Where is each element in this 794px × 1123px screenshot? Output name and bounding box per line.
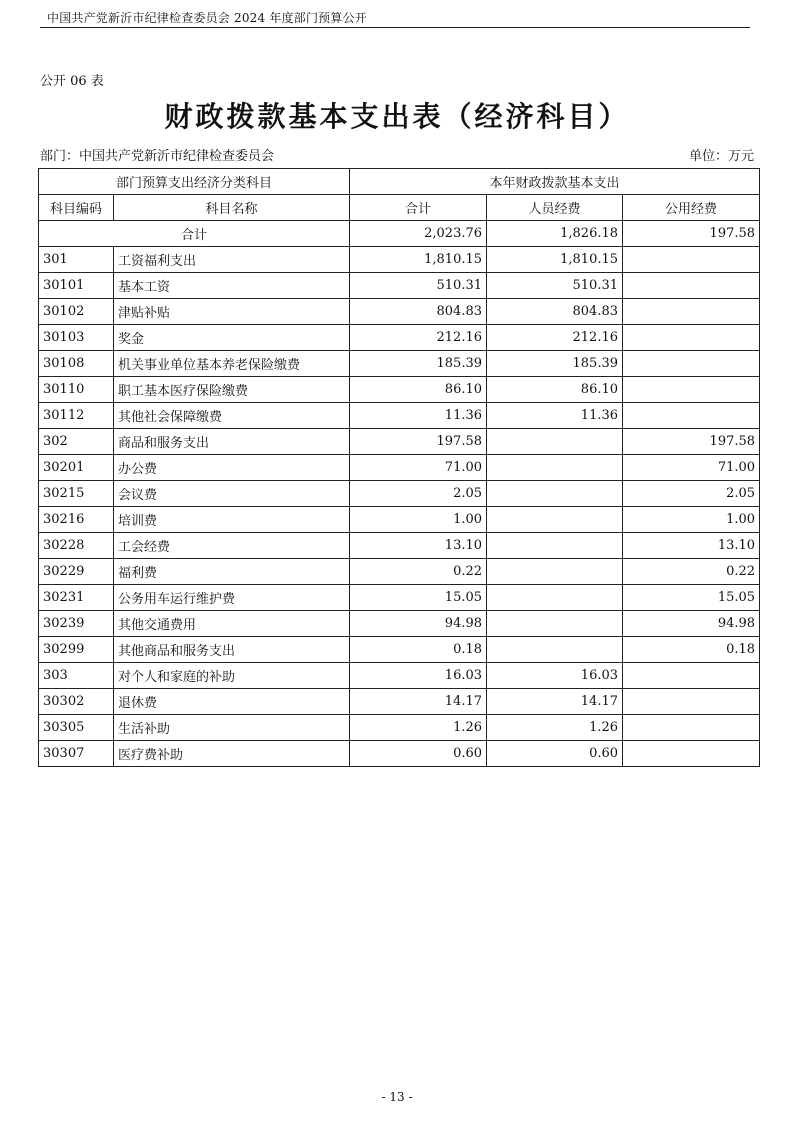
row-code: 301 (39, 247, 114, 273)
row-personnel (487, 533, 623, 559)
table-row (39, 377, 760, 403)
table-row (39, 611, 760, 637)
row-code: 30215 (39, 481, 114, 507)
row-personnel: 16.03 (487, 663, 623, 689)
budget-table-body (39, 169, 760, 767)
form-number: 公开 06 表 (40, 74, 104, 89)
row-total: 804.83 (350, 299, 487, 325)
row-public: 197.58 (623, 429, 760, 455)
row-total: 1.26 (350, 715, 487, 741)
row-personnel (487, 481, 623, 507)
col-header-total: 合计 (350, 195, 487, 221)
row-code: 30239 (39, 611, 114, 637)
row-code: 30102 (39, 299, 114, 325)
row-public: 13.10 (623, 533, 760, 559)
row-code: 302 (39, 429, 114, 455)
row-name: 工资福利支出 (114, 247, 350, 273)
row-total: 197.58 (350, 429, 487, 455)
row-personnel: 14.17 (487, 689, 623, 715)
row-code: 30231 (39, 585, 114, 611)
row-personnel: 212.16 (487, 325, 623, 351)
col-header-name: 科目名称 (114, 195, 350, 221)
row-code: 30216 (39, 507, 114, 533)
row-name: 机关事业单位基本养老保险缴费 (114, 351, 350, 377)
row-total: 510.31 (350, 273, 487, 299)
row-public (623, 299, 760, 325)
row-public (623, 715, 760, 741)
row-name: 公务用车运行维护费 (114, 585, 350, 611)
row-name: 其他商品和服务支出 (114, 637, 350, 663)
row-personnel: 1.26 (487, 715, 623, 741)
row-personnel: 185.39 (487, 351, 623, 377)
table-row (39, 403, 760, 429)
row-personnel (487, 637, 623, 663)
row-public: 15.05 (623, 585, 760, 611)
row-code: 30228 (39, 533, 114, 559)
row-public: 2.05 (623, 481, 760, 507)
running-header: 中国共产党新沂市纪律检查委员会 2024 年度部门预算公开 (47, 11, 367, 25)
page-title: 财政拨款基本支出表（经济科目） (164, 100, 630, 133)
page-number: - 13 - (381, 1090, 413, 1104)
row-total: 0.22 (350, 559, 487, 585)
table-row (39, 481, 760, 507)
row-public (623, 377, 760, 403)
row-name: 医疗费补助 (114, 741, 350, 767)
row-code: 30307 (39, 741, 114, 767)
row-public (623, 403, 760, 429)
row-code: 30110 (39, 377, 114, 403)
header-divider (40, 27, 750, 28)
table-row (39, 663, 760, 689)
row-name: 职工基本医疗保险缴费 (114, 377, 350, 403)
row-total: 0.18 (350, 637, 487, 663)
row-personnel: 0.60 (487, 741, 623, 767)
total-personnel: 1,826.18 (487, 221, 623, 247)
row-name: 培训费 (114, 507, 350, 533)
table-row (39, 533, 760, 559)
row-personnel (487, 611, 623, 637)
table-row (39, 429, 760, 455)
row-total: 0.60 (350, 741, 487, 767)
department-label: 部门：中国共产党新沂市纪律检查委员会 (40, 149, 275, 164)
total-amount: 2,023.76 (350, 221, 487, 247)
budget-table (38, 168, 760, 767)
row-name: 津贴补贴 (114, 299, 350, 325)
row-personnel: 11.36 (487, 403, 623, 429)
row-name: 奖金 (114, 325, 350, 351)
group-header-left: 部门预算支出经济分类科目 (39, 169, 350, 195)
row-personnel: 86.10 (487, 377, 623, 403)
row-name: 生活补助 (114, 715, 350, 741)
table-row (39, 741, 760, 767)
total-row (39, 221, 760, 247)
column-header-row (39, 195, 760, 221)
unit-label: 单位：万元 (688, 149, 754, 164)
row-name: 基本工资 (114, 273, 350, 299)
table-row (39, 585, 760, 611)
row-personnel (487, 455, 623, 481)
table-row (39, 507, 760, 533)
row-public: 0.22 (623, 559, 760, 585)
row-name: 其他交通费用 (114, 611, 350, 637)
row-total: 15.05 (350, 585, 487, 611)
row-total: 185.39 (350, 351, 487, 377)
row-total: 16.03 (350, 663, 487, 689)
table-row (39, 351, 760, 377)
row-name: 退休费 (114, 689, 350, 715)
row-public (623, 325, 760, 351)
group-header-right: 本年财政拨款基本支出 (350, 169, 760, 195)
row-personnel: 1,810.15 (487, 247, 623, 273)
row-total: 212.16 (350, 325, 487, 351)
row-personnel (487, 507, 623, 533)
row-code: 30302 (39, 689, 114, 715)
table-row (39, 299, 760, 325)
row-code: 30112 (39, 403, 114, 429)
row-total: 14.17 (350, 689, 487, 715)
row-total: 86.10 (350, 377, 487, 403)
table-row (39, 637, 760, 663)
group-header-row (39, 169, 760, 195)
row-total: 94.98 (350, 611, 487, 637)
row-public (623, 663, 760, 689)
row-public: 1.00 (623, 507, 760, 533)
row-public: 71.00 (623, 455, 760, 481)
row-total: 71.00 (350, 455, 487, 481)
row-public: 0.18 (623, 637, 760, 663)
row-name: 会议费 (114, 481, 350, 507)
row-code: 30101 (39, 273, 114, 299)
row-public (623, 689, 760, 715)
row-code: 30108 (39, 351, 114, 377)
row-personnel: 510.31 (487, 273, 623, 299)
row-total: 1.00 (350, 507, 487, 533)
table-row (39, 325, 760, 351)
row-code: 30299 (39, 637, 114, 663)
row-personnel: 804.83 (487, 299, 623, 325)
row-name: 对个人和家庭的补助 (114, 663, 350, 689)
table-row (39, 715, 760, 741)
row-total: 1,810.15 (350, 247, 487, 273)
row-total: 11.36 (350, 403, 487, 429)
row-personnel (487, 585, 623, 611)
row-personnel (487, 429, 623, 455)
row-public (623, 351, 760, 377)
col-header-personnel: 人员经费 (487, 195, 623, 221)
table-row (39, 273, 760, 299)
col-header-public: 公用经费 (623, 195, 760, 221)
row-code: 30305 (39, 715, 114, 741)
table-row (39, 455, 760, 481)
table-row (39, 689, 760, 715)
row-name: 商品和服务支出 (114, 429, 350, 455)
table-row (39, 247, 760, 273)
row-code: 30229 (39, 559, 114, 585)
row-name: 福利费 (114, 559, 350, 585)
row-name: 工会经费 (114, 533, 350, 559)
row-total: 2.05 (350, 481, 487, 507)
row-personnel (487, 559, 623, 585)
total-label: 合计 (39, 221, 350, 247)
total-public: 197.58 (623, 221, 760, 247)
row-code: 303 (39, 663, 114, 689)
table-row (39, 559, 760, 585)
row-total: 13.10 (350, 533, 487, 559)
col-header-code: 科目编码 (39, 195, 114, 221)
row-public (623, 247, 760, 273)
row-name: 其他社会保障缴费 (114, 403, 350, 429)
row-code: 30103 (39, 325, 114, 351)
row-public (623, 273, 760, 299)
row-code: 30201 (39, 455, 114, 481)
row-public (623, 741, 760, 767)
row-public: 94.98 (623, 611, 760, 637)
row-name: 办公费 (114, 455, 350, 481)
